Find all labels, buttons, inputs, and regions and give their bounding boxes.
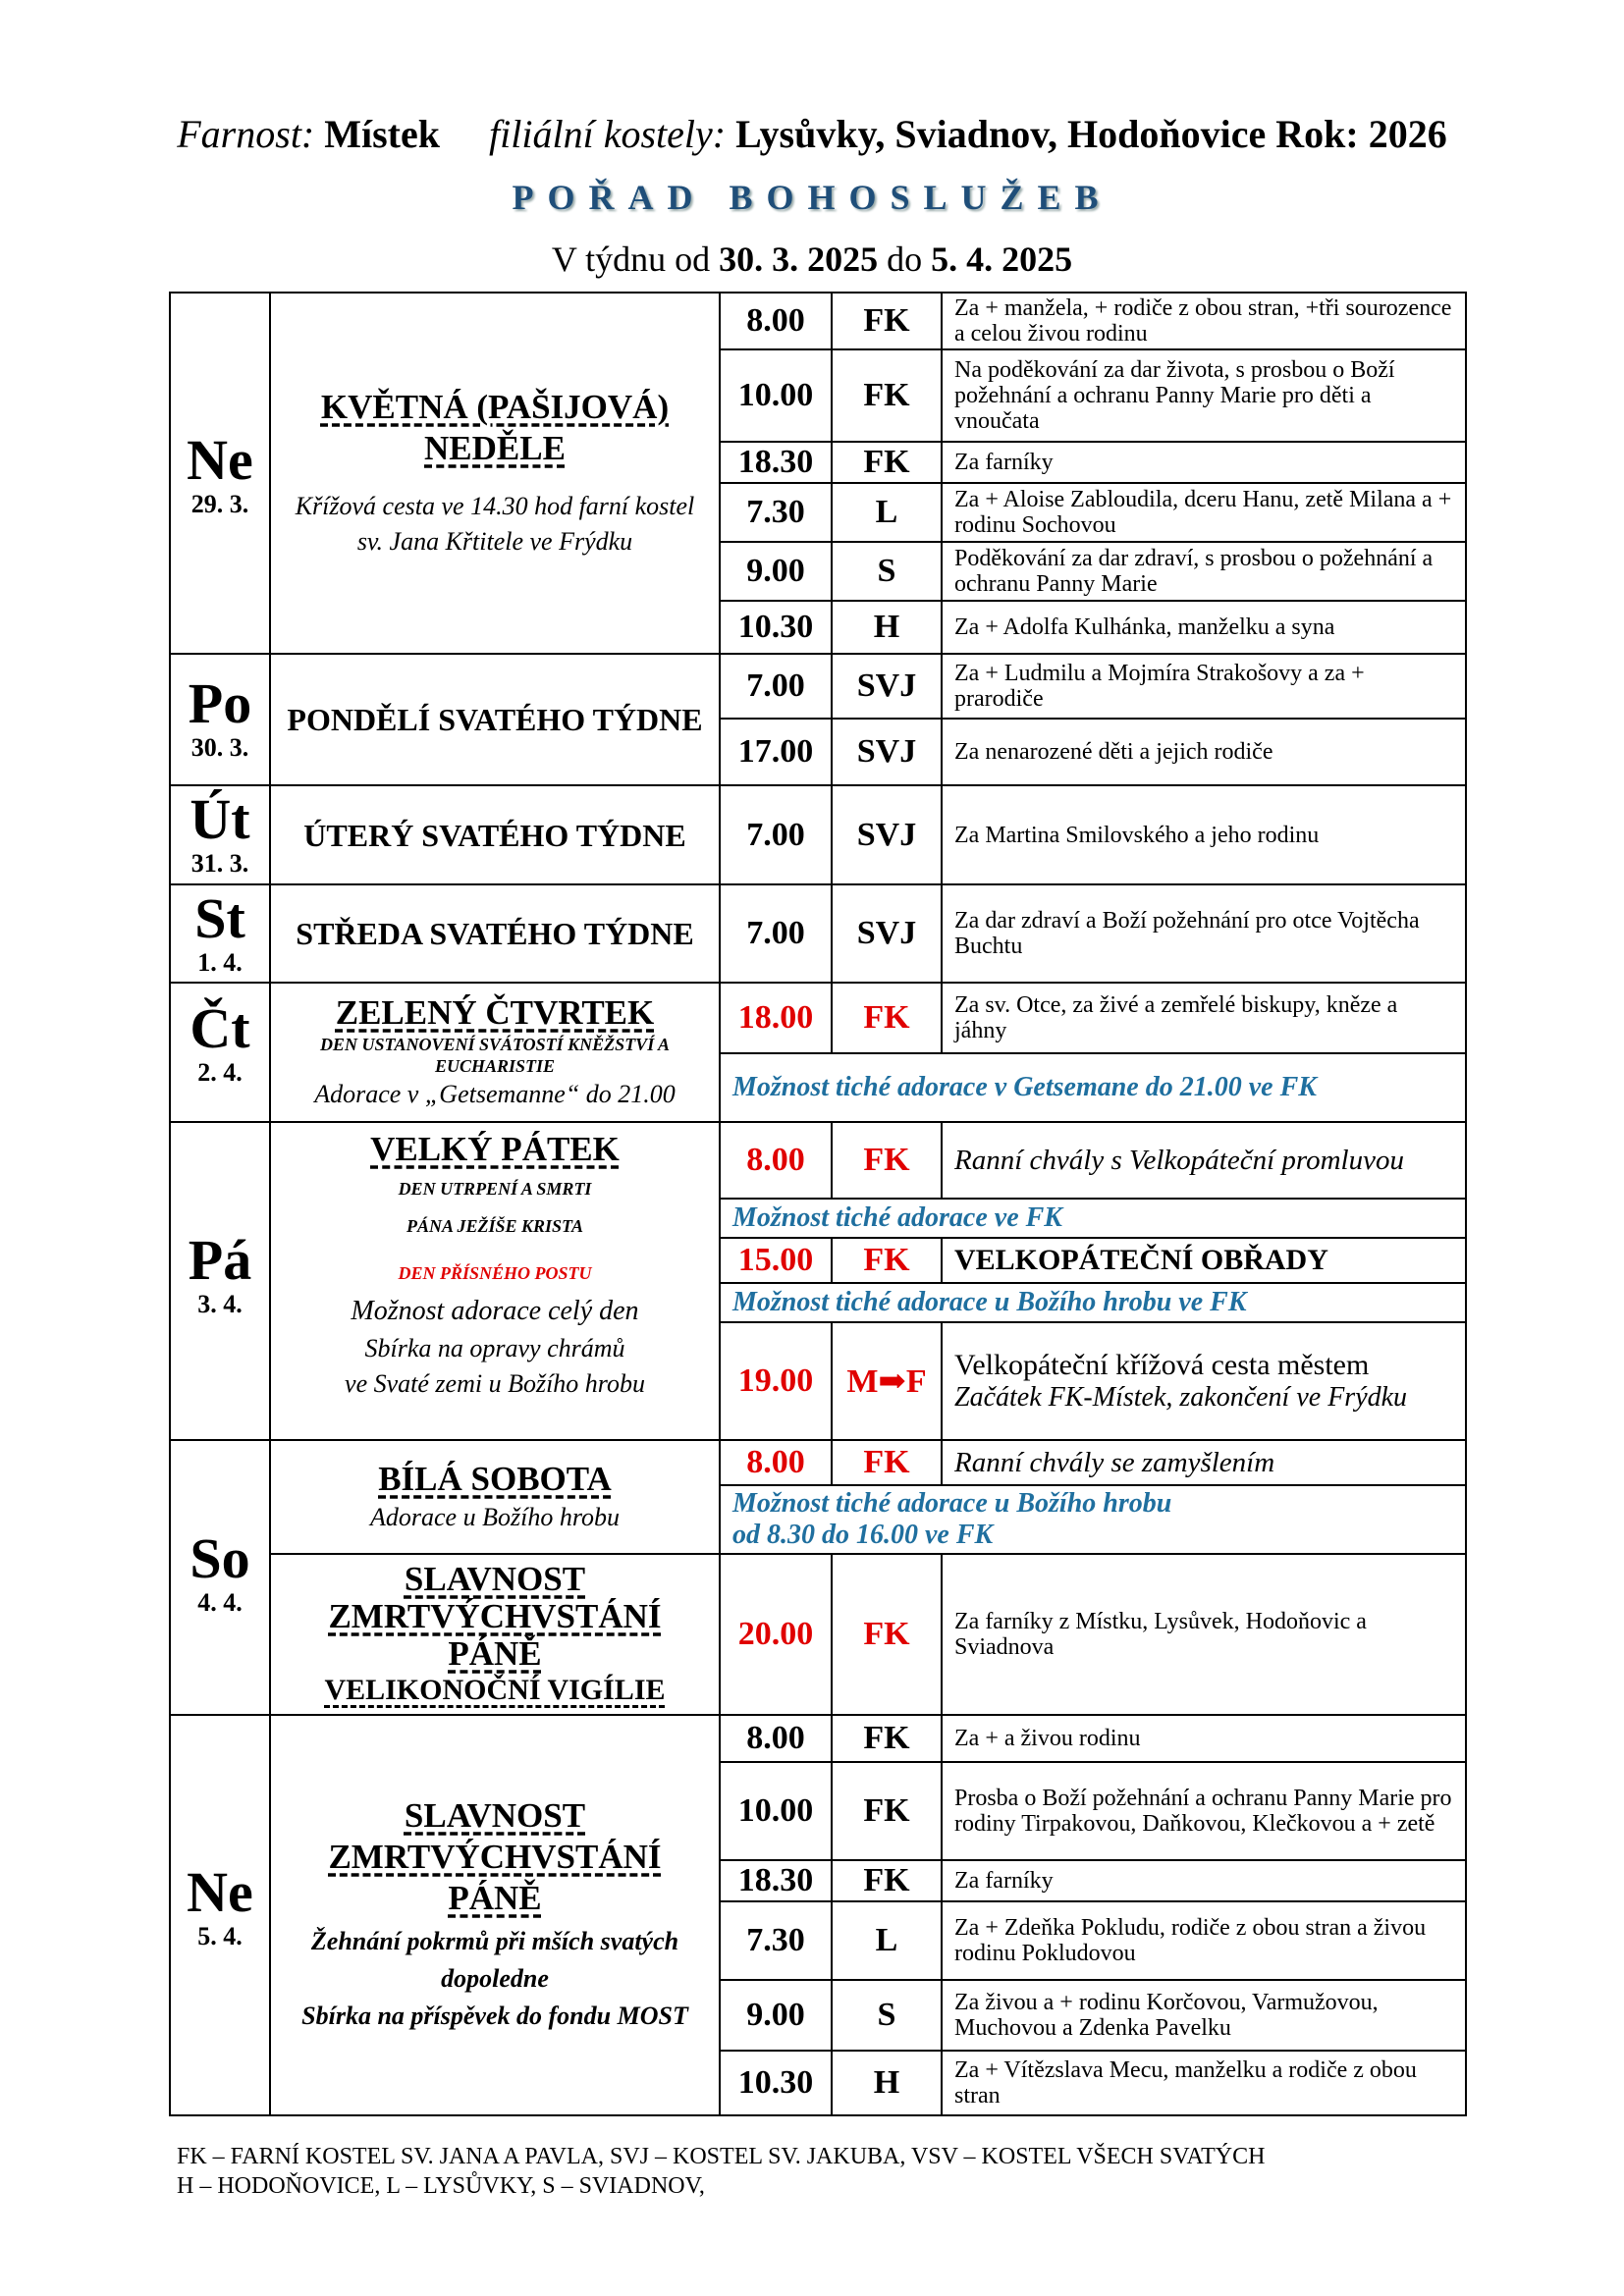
mass-time: 10.00 (720, 1762, 832, 1860)
mass-time: 8.00 (720, 1122, 832, 1199)
legend-line: FK – FARNÍ KOSTEL SV. JANA A PAVLA, SVJ – KOSTEL SV. JAKUBA, VSV – KOSTEL VŠECH SVATÝCH (177, 2144, 1266, 2169)
mass-place: S (832, 542, 942, 601)
day-name: Po (188, 671, 252, 735)
feast-title: ZELENÝ ČTVRTEK (335, 993, 655, 1032)
feast-cell (270, 884, 720, 983)
feast-cell (270, 654, 720, 785)
mass-intention: Ranní chvály se zamyšlením (942, 1440, 1466, 1485)
mass-place: FK (832, 1715, 942, 1762)
mass-intention: Za dar zdraví a Boží požehnání pro otce Vojtěcha Buchtu (942, 884, 1466, 983)
feast-cell (270, 983, 720, 1122)
day-name: Út (189, 787, 250, 851)
mass-time: 8.00 (720, 293, 832, 349)
vigil-title: VELIKONOČNÍ VIGÍLIE (324, 1674, 666, 1706)
mass-time: 7.30 (720, 483, 832, 542)
feast-title: STŘEDA SVATÉHO TÝDNE (296, 916, 694, 951)
mass-intention: Velkopáteční křížová cesta městem (954, 1349, 1370, 1381)
mass-time: 7.00 (720, 654, 832, 719)
mass-intention-cell (942, 1322, 1466, 1440)
feast-note: Adorace v „Getsemanne“ do 21.00 (314, 1080, 676, 1108)
table-row (170, 983, 1466, 1053)
mass-time: 17.00 (720, 719, 832, 785)
mass-intention: Za + Adolfa Kulhánka, manželku a syna (942, 601, 1466, 654)
week-from: 30. 3. 2025 (719, 240, 879, 279)
day-cell (170, 293, 270, 654)
mass-intention-detail: Začátek FK-Místek, zakončení ve Frýdku (954, 1382, 1408, 1413)
table-row (170, 1122, 1466, 1199)
mass-intention: Za sv. Otce, za živé a zemřelé biskupy, kněze a jáhny (942, 983, 1466, 1053)
mass-time: 10.30 (720, 2051, 832, 2115)
mass-place: FK (832, 1440, 942, 1485)
mass-intention: Za + a živou rodinu (942, 1715, 1466, 1762)
mass-place: H (832, 2051, 942, 2115)
feast-note: Křížová cesta ve 14.30 hod farní kostel sv. Jana Křtitele ve Frýdku (295, 492, 695, 556)
mass-place: FK (832, 983, 942, 1053)
adoration-note: od 8.30 do 16.00 ve FK (732, 1520, 994, 1550)
mass-place: SVJ (832, 884, 942, 983)
mass-intention: Za živou a + rodinu Korčovou, Varmužovou, Muchovou a Zdenka Pavelku (942, 1980, 1466, 2051)
day-name: So (189, 1526, 250, 1590)
feast-cell (270, 1122, 720, 1440)
mass-intention: Za + Ludmilu a Mojmíra Strakošovy a za + prarodiče (942, 654, 1466, 719)
feast-note: Sbírka na příspěvek do fondu MOST (301, 2002, 688, 2030)
adoration-note: Možnost tiché adorace u Božího hrobu ve FK (720, 1283, 1466, 1322)
mass-intention: VELKOPÁTEČNÍ OBŘADY (942, 1238, 1466, 1283)
feast-cell (270, 1715, 720, 2115)
mass-intention: Poděkování za dar zdraví, s prosbou o požehnání a ochranu Panny Marie (942, 542, 1466, 601)
fast-note: DEN PŘÍSNÉHO POSTU (398, 1263, 592, 1283)
mass-intention: Za nenarozené děti a jejich rodiče (942, 719, 1466, 785)
day-cell (170, 654, 270, 785)
mass-place: M➡F (832, 1322, 942, 1440)
feast-title: BÍLÁ SOBOTA (378, 1460, 612, 1498)
day-date: 2. 4. (197, 1058, 243, 1087)
feast-note: Žehnání pokrmů při mších svatých dopoledne (310, 1927, 679, 1993)
farnost-label: Farnost: (177, 112, 315, 156)
mass-time: 8.00 (720, 1715, 832, 1762)
week-mid: do (887, 240, 923, 279)
adoration-note: Možnost tiché adorace v Getsemane do 21.00 ve FK (720, 1053, 1466, 1122)
mass-place: H (832, 601, 942, 654)
day-date: 3. 4. (197, 1290, 243, 1318)
day-name: Pá (188, 1228, 252, 1292)
day-date: 5. 4. (197, 1922, 243, 1950)
mass-intention: Na poděkování za dar života, s prosbou o Boží požehnání a ochranu Panny Marie pro děti a vnoučata (942, 349, 1466, 442)
rok-label: Rok: (1275, 112, 1359, 156)
feast-title: PONDĚLÍ SVATÉHO TÝDNE (287, 702, 703, 737)
mass-intention: Za + Vítězslava Mecu, manželku a rodiče z obou stran (942, 2051, 1466, 2115)
table-row (170, 293, 1466, 349)
feast-cell (270, 293, 720, 654)
feast-title: ÚTERÝ SVATÉHO TÝDNE (303, 817, 686, 853)
header-line (0, 111, 1624, 157)
day-cell (170, 1122, 270, 1440)
day-date: 1. 4. (197, 948, 243, 977)
mass-intention: Za farníky (942, 1860, 1466, 1901)
mass-intention: Za farníky z Místku, Lysůvek, Hodoňovic a Sviadnova (942, 1554, 1466, 1715)
feast-note: Adorace u Božího hrobu (370, 1503, 620, 1531)
mass-time: 10.00 (720, 349, 832, 442)
day-cell (170, 785, 270, 884)
filialni-value: Lysůvky, Sviadnov, Hodoňovice (735, 112, 1267, 156)
table-row (170, 1440, 1466, 1485)
day-cell (170, 884, 270, 983)
table-row (170, 785, 1466, 884)
mass-place: S (832, 1980, 942, 2051)
table-row (170, 1715, 1466, 1762)
feast-title: KVĚTNÁ (PAŠIJOVÁ) NEDĚLE (320, 388, 670, 467)
mass-place: FK (832, 442, 942, 483)
table-row (170, 1554, 1466, 1715)
feast-cell (270, 1440, 720, 1554)
week-prefix: V týdnu od (551, 240, 711, 279)
adoration-note-cell (720, 1485, 1466, 1554)
feast-note: Sbírka na opravy chrámů (364, 1334, 625, 1362)
mass-intention: Ranní chvály s Velkopáteční promluvou (942, 1122, 1466, 1199)
mass-intention: Prosba o Boží požehnání a ochranu Panny Marie pro rodiny Tirpakovou, Daňkovou, Klečkovou a + zetě (942, 1762, 1466, 1860)
mass-place: FK (832, 1554, 942, 1715)
day-date: 31. 3. (190, 849, 249, 878)
mass-time: 10.30 (720, 601, 832, 654)
mass-time: 9.00 (720, 542, 832, 601)
feast-subtitle: DEN USTANOVENÍ SVÁTOSTÍ KNĚŽSTVÍ A EUCHARISTIE (319, 1035, 671, 1076)
day-date: 4. 4. (197, 1588, 243, 1617)
day-cell (170, 983, 270, 1122)
legend-line: H – HODOŇOVICE, L – LYSŮVKY, S – SVIADNOV, (177, 2173, 705, 2199)
feast-title: SLAVNOST ZMRTVÝCHVSTÁNÍ PÁNĚ (328, 1796, 662, 1917)
farnost-value: Místek (324, 112, 441, 156)
day-name: Ne (187, 1860, 253, 1924)
day-name: Ne (187, 428, 253, 492)
mass-time: 7.30 (720, 1901, 832, 1980)
mass-time: 20.00 (720, 1554, 832, 1715)
mass-place: FK (832, 1238, 942, 1283)
mass-time: 18.30 (720, 442, 832, 483)
table-row (170, 654, 1466, 719)
mass-place: L (832, 1901, 942, 1980)
day-date: 30. 3. (190, 733, 249, 762)
feast-note: ve Svaté zemi u Božího hrobu (345, 1369, 645, 1398)
mass-time: 8.00 (720, 1440, 832, 1485)
mass-place: SVJ (832, 654, 942, 719)
mass-time: 18.00 (720, 983, 832, 1053)
feast-cell (270, 1554, 720, 1715)
mass-time: 19.00 (720, 1322, 832, 1440)
day-name: Čt (189, 996, 250, 1060)
feast-note: Možnost adorace celý den (351, 1296, 639, 1326)
day-cell (170, 1440, 270, 1715)
mass-place: L (832, 483, 942, 542)
mass-intention: Za + Zdeňka Pokludu, rodiče z obou stran a živou rodinu Pokludovou (942, 1901, 1466, 1980)
week-to: 5. 4. 2025 (931, 240, 1073, 279)
adoration-note: Možnost tiché adorace ve FK (720, 1199, 1466, 1238)
mass-time: 7.00 (720, 884, 832, 983)
mass-place: SVJ (832, 785, 942, 884)
mass-place: FK (832, 1122, 942, 1199)
feast-title: VELKÝ PÁTEK (370, 1130, 620, 1168)
page-title: POŘAD BOHOSLUŽEB (512, 178, 1112, 217)
feast-subtitle: DEN UTRPENÍ A SMRTI (398, 1179, 592, 1199)
week-range (0, 239, 1624, 280)
rok-value: 2026 (1368, 112, 1447, 156)
mass-place: FK (832, 1860, 942, 1901)
day-date: 29. 3. (190, 490, 249, 518)
mass-time: 9.00 (720, 1980, 832, 2051)
mass-time: 7.00 (720, 785, 832, 884)
day-cell (170, 1715, 270, 2115)
adoration-note: Možnost tiché adorace u Božího hrobu (732, 1488, 1172, 1519)
mass-time: 18.30 (720, 1860, 832, 1901)
feast-cell (270, 785, 720, 884)
mass-time: 15.00 (720, 1238, 832, 1283)
mass-intention: Za + manžela, + rodiče z obou stran, +tři sourozence a celou živou rodinu (942, 293, 1466, 349)
feast-subtitle: PÁNA JEŽÍŠE KRISTA (406, 1216, 584, 1236)
mass-place: FK (832, 293, 942, 349)
feast-title: SLAVNOST ZMRTVÝCHVSTÁNÍ PÁNĚ (328, 1560, 662, 1673)
mass-place: FK (832, 1762, 942, 1860)
schedule-table (169, 292, 1467, 2116)
mass-intention: Za farníky (942, 442, 1466, 483)
mass-place: FK (832, 349, 942, 442)
mass-intention: Za + Aloise Zabloudila, dceru Hanu, zetě Milana a + rodinu Sochovou (942, 483, 1466, 542)
filialni-label: filiální kostely: (489, 112, 727, 156)
day-name: St (194, 886, 245, 950)
legend (177, 2142, 1265, 2201)
mass-place: SVJ (832, 719, 942, 785)
mass-intention: Za Martina Smilovského a jeho rodinu (942, 785, 1466, 884)
table-row (170, 884, 1466, 983)
